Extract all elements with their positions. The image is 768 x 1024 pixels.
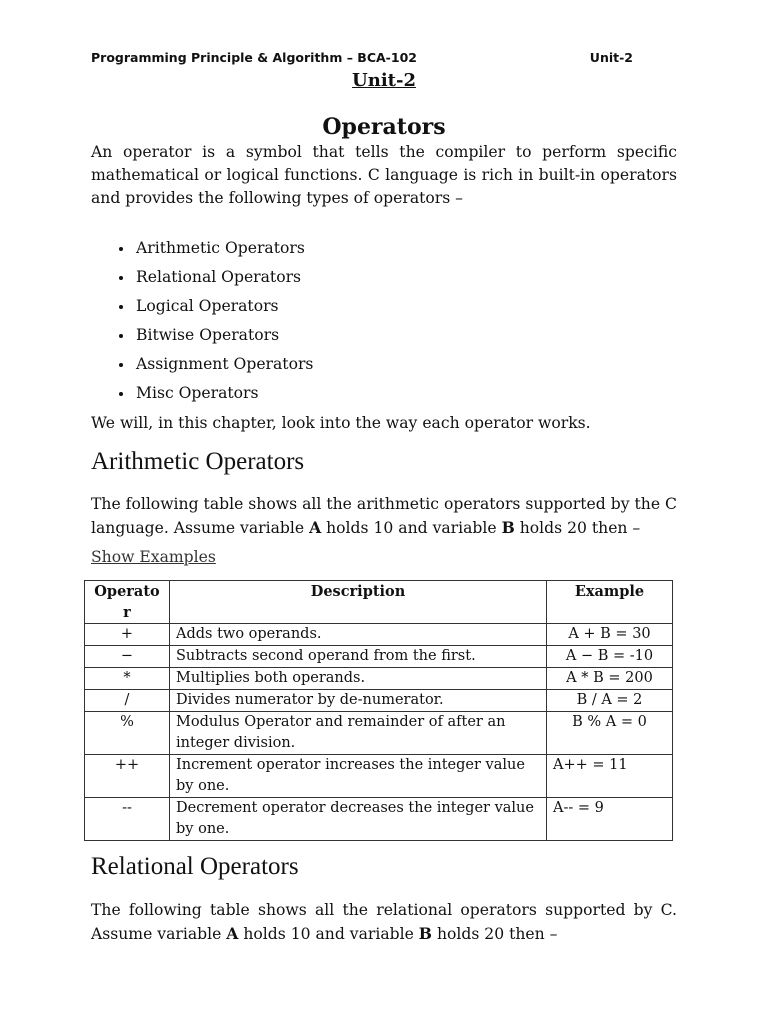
intro-paragraph: An operator is a symbol that tells the compiler to perform specific mathematical or logical functions. C language is rich in built-in operators and provides the following types of operators –	[91, 143, 677, 207]
example-cell: A-- = 9	[547, 798, 673, 841]
description-cell: Adds two operands.	[170, 624, 547, 646]
table-row	[85, 624, 673, 646]
operator-cell: *	[85, 668, 170, 690]
list-item: Relational Operators	[116, 265, 313, 294]
header-unit: Unit-2	[589, 50, 633, 65]
example-cell: A − B = -10	[547, 646, 673, 668]
list-item: Bitwise Operators	[116, 323, 313, 352]
example-cell: A * B = 200	[547, 668, 673, 690]
table-row	[85, 798, 673, 841]
description-cell: Divides numerator by de-numerator.	[170, 690, 547, 712]
column-header-operator: Operato r	[85, 581, 170, 624]
example-cell: A++ = 11	[547, 755, 673, 798]
variable-b: B	[501, 518, 515, 537]
arithmetic-operators-table	[84, 580, 673, 841]
arithmetic-heading: Arithmetic Operators	[91, 448, 305, 475]
description-cell: Increment operator increases the integer value by one.	[170, 755, 547, 798]
arithmetic-description: The following table shows all the arithmetic operators supported by the C language. Assume variable A holds 10 and variable B holds 20 then –	[91, 495, 677, 537]
list-item: Assignment Operators	[116, 352, 313, 381]
list-item: Misc Operators	[116, 381, 313, 410]
operator-cell: %	[85, 712, 170, 755]
description-cell: Subtracts second operand from the first.	[170, 646, 547, 668]
table-row	[85, 646, 673, 668]
column-header-example: Example	[547, 581, 673, 624]
list-item: Logical Operators	[116, 294, 313, 323]
course-title: Programming Principle & Algorithm – BCA-102	[91, 50, 417, 65]
table-header-row	[85, 581, 673, 624]
operator-cell: +	[85, 624, 170, 646]
operator-cell: ++	[85, 755, 170, 798]
description-cell: Decrement operator decreases the integer value by one.	[170, 798, 547, 841]
list-item: Arithmetic Operators	[116, 236, 313, 265]
operator-cell: /	[85, 690, 170, 712]
relational-heading: Relational Operators	[91, 853, 299, 880]
description-cell: Multiplies both operands.	[170, 668, 547, 690]
operator-cell: −	[85, 646, 170, 668]
example-cell: A + B = 30	[547, 624, 673, 646]
chapter-note: We will, in this chapter, look into the way each operator works.	[91, 414, 591, 432]
operator-types-list	[116, 236, 313, 410]
variable-a: A	[226, 924, 239, 943]
variable-a: A	[309, 518, 322, 537]
show-examples-link[interactable]: Show Examples	[91, 548, 216, 566]
table-row	[85, 755, 673, 798]
unit-title: Unit-2	[352, 70, 416, 91]
column-header-description: Description	[170, 581, 547, 624]
operator-cell: --	[85, 798, 170, 841]
page-title: Operators	[322, 114, 446, 140]
relational-description: The following table shows all the relational operators supported by C. Assume variable A holds 10 and variable B holds 20 then –	[91, 901, 677, 943]
description-cell: Modulus Operator and remainder of after an integer division.	[170, 712, 547, 755]
example-cell: B / A = 2	[547, 690, 673, 712]
table-row	[85, 668, 673, 690]
example-cell: B % A = 0	[547, 712, 673, 755]
table-row	[85, 712, 673, 755]
table-row	[85, 690, 673, 712]
variable-b: B	[418, 924, 432, 943]
